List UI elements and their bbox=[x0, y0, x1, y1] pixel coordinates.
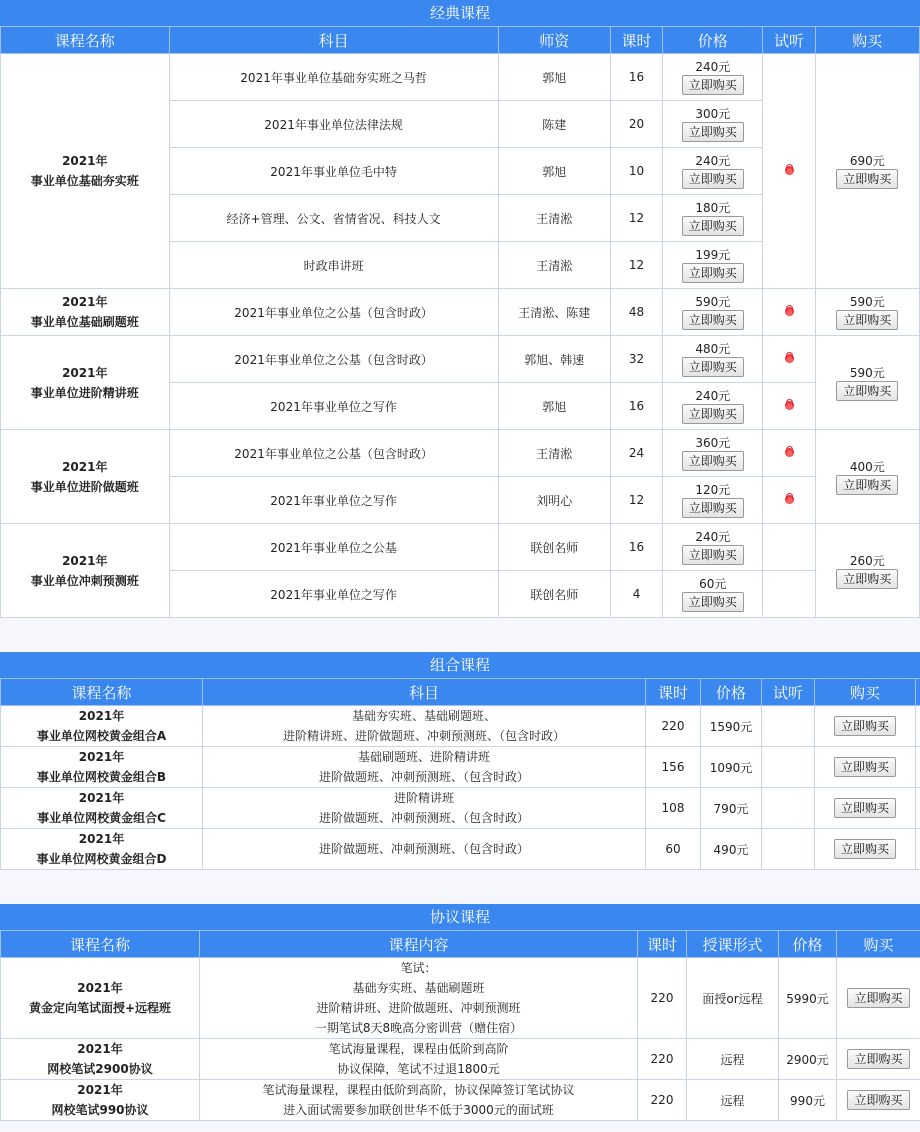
price-value: 240元 bbox=[695, 530, 731, 544]
price-cell bbox=[663, 430, 763, 477]
buy-cell bbox=[815, 747, 916, 788]
format-cell: 远程 bbox=[687, 1039, 779, 1080]
agreement-courses-title: 协议课程 bbox=[0, 904, 920, 930]
column-header: 购买 bbox=[815, 679, 916, 706]
price-cell: 5990元 bbox=[779, 958, 837, 1039]
price-cell bbox=[663, 289, 763, 336]
content-line: 笔试海量课程，课程由低阶到高阶，协议保障签订笔试协议 bbox=[262, 1083, 575, 1097]
subject-line: 基础刷题班、进阶精讲班 bbox=[357, 750, 490, 764]
package-price: 590元 bbox=[849, 295, 885, 309]
headphones-icon[interactable] bbox=[785, 307, 794, 316]
table-row bbox=[1, 747, 920, 788]
buy-now-button[interactable]: 立即购买 bbox=[682, 357, 744, 377]
column-header: 购买 bbox=[815, 27, 919, 54]
buy-cell bbox=[815, 706, 916, 747]
course-name-cell bbox=[1, 829, 203, 870]
headphones-icon[interactable] bbox=[785, 354, 794, 363]
hours-cell: 12 bbox=[610, 195, 662, 242]
content-cell bbox=[200, 1039, 638, 1080]
row-spacer bbox=[916, 829, 920, 870]
column-header: 试听 bbox=[762, 679, 815, 706]
course-year: 2021年 bbox=[77, 1042, 123, 1056]
content-line: 进阶精讲班、进阶做题班、冲刺预测班 bbox=[316, 1001, 521, 1015]
course-title: 网校笔试2900协议 bbox=[47, 1062, 153, 1076]
classic-courses-table bbox=[0, 26, 920, 618]
subject-line: 基础夯实班、基础刷题班、 bbox=[351, 709, 496, 723]
subject-cell: 2021年事业单位之写作 bbox=[169, 477, 498, 524]
course-name-cell bbox=[1, 430, 170, 524]
teacher-cell: 郭旭 bbox=[498, 383, 610, 430]
price-cell: 990元 bbox=[779, 1080, 837, 1121]
course-name bbox=[1, 1080, 199, 1120]
table-row bbox=[1, 788, 920, 829]
course-name-cell bbox=[1, 706, 203, 747]
package-buy-cell bbox=[815, 524, 919, 618]
hours-cell: 220 bbox=[638, 958, 687, 1039]
buy-now-button[interactable]: 立即购买 bbox=[682, 216, 744, 236]
teacher-cell: 联创名师 bbox=[498, 571, 610, 618]
subject-line: 进阶做题班、冲刺预测班、（包含时政） bbox=[318, 811, 529, 825]
course-year: 2021年 bbox=[62, 365, 108, 380]
column-header: 价格 bbox=[701, 679, 762, 706]
price-cell: 1090元 bbox=[701, 747, 762, 788]
course-name bbox=[1, 747, 202, 787]
teacher-cell: 郭旭 bbox=[498, 54, 610, 101]
teacher-cell: 刘明心 bbox=[498, 477, 610, 524]
package-buy-cell bbox=[815, 54, 919, 289]
course-name bbox=[1, 551, 169, 591]
teacher-cell: 郭旭、韩速 bbox=[498, 336, 610, 383]
package-buy-cell bbox=[815, 430, 919, 524]
hours-cell: 10 bbox=[610, 148, 662, 195]
subject-cell: 2021年事业单位毛中特 bbox=[169, 148, 498, 195]
table-row bbox=[1, 958, 920, 1039]
course-title: 事业单位网校黄金组合B bbox=[36, 770, 167, 784]
course-title: 事业单位基础刷题班 bbox=[30, 315, 139, 329]
hours-cell: 108 bbox=[646, 788, 701, 829]
hours-cell: 16 bbox=[610, 524, 662, 571]
table-row bbox=[1, 1039, 920, 1080]
row-spacer bbox=[916, 706, 920, 747]
listen-cell bbox=[763, 430, 815, 477]
combo-courses-section bbox=[0, 652, 920, 870]
price-value: 120元 bbox=[695, 483, 731, 497]
headphones-icon[interactable] bbox=[785, 448, 794, 457]
subject-line: 进阶精讲班、进阶做题班、冲刺预测班、（包含时政） bbox=[282, 729, 565, 743]
price-value: 480元 bbox=[695, 342, 731, 356]
format-cell: 面授or远程 bbox=[687, 958, 779, 1039]
package-buy-cell bbox=[815, 289, 919, 336]
column-header: 课时 bbox=[610, 27, 662, 54]
price-value: 60元 bbox=[699, 577, 727, 591]
teacher-cell: 联创名师 bbox=[498, 524, 610, 571]
course-name bbox=[1, 706, 202, 746]
course-name-cell bbox=[1, 54, 170, 289]
content-cell bbox=[200, 958, 638, 1039]
teacher-cell: 王清淞、陈建 bbox=[498, 289, 610, 336]
course-title: 事业单位进阶做题班 bbox=[30, 479, 139, 494]
column-header: 科目 bbox=[169, 27, 498, 54]
buy-now-button[interactable]: 立即购买 bbox=[834, 798, 896, 818]
buy-now-button[interactable]: 立即购买 bbox=[836, 169, 898, 189]
buy-now-button[interactable]: 立即购买 bbox=[682, 169, 744, 189]
course-name-cell bbox=[1, 958, 200, 1039]
column-header: 科目 bbox=[203, 679, 646, 706]
price-cell: 790元 bbox=[701, 788, 762, 829]
teacher-cell: 郭旭 bbox=[498, 148, 610, 195]
subject-cell: 2021年事业单位之写作 bbox=[169, 571, 498, 618]
table-row bbox=[1, 54, 920, 101]
buy-now-button[interactable]: 立即购买 bbox=[847, 1049, 909, 1069]
subject-cell bbox=[203, 747, 646, 788]
course-title: 事业单位基础夯实班 bbox=[30, 174, 139, 188]
course-name-cell bbox=[1, 1080, 200, 1121]
price-value: 590元 bbox=[695, 295, 731, 309]
subject-cell bbox=[203, 829, 646, 870]
subject-cell: 经济+管理、公文、省情省况、科技人文 bbox=[169, 195, 498, 242]
hours-cell: 156 bbox=[646, 747, 701, 788]
hours-cell: 16 bbox=[610, 383, 662, 430]
headphones-icon[interactable] bbox=[785, 401, 794, 410]
package-price: 590元 bbox=[849, 365, 885, 380]
subject-line: 进阶做题班、冲刺预测班、（包含时政） bbox=[318, 842, 529, 856]
table-row bbox=[1, 336, 920, 383]
content-line: 进入面试需要参加联创世华不低于3000元的面试班 bbox=[283, 1103, 554, 1117]
listen-cell bbox=[763, 336, 815, 383]
course-name bbox=[1, 829, 202, 869]
price-cell bbox=[663, 336, 763, 383]
buy-now-button[interactable]: 立即购买 bbox=[682, 545, 744, 565]
subject-cell: 2021年事业单位之公基（包含时政） bbox=[169, 289, 498, 336]
subject-cell bbox=[203, 706, 646, 747]
subject-cell: 2021年事业单位之公基（包含时政） bbox=[169, 430, 498, 477]
teacher-cell: 王清淞 bbox=[498, 430, 610, 477]
course-title: 事业单位冲刺预测班 bbox=[30, 573, 139, 588]
subject-cell: 时政串讲班 bbox=[169, 242, 498, 289]
buy-now-button[interactable]: 立即购买 bbox=[682, 310, 744, 330]
course-name bbox=[1, 1039, 199, 1079]
buy-now-button[interactable]: 立即购买 bbox=[836, 310, 898, 330]
agreement-courses-section bbox=[0, 904, 920, 1121]
column-header: 试听 bbox=[763, 27, 815, 54]
package-price: 690元 bbox=[849, 154, 885, 168]
price-cell bbox=[663, 524, 763, 571]
buy-now-button[interactable]: 立即购买 bbox=[834, 757, 896, 777]
buy-now-button[interactable]: 立即购买 bbox=[682, 122, 744, 142]
headphones-icon[interactable] bbox=[785, 495, 794, 504]
column-header: 购买 bbox=[837, 931, 920, 958]
buy-cell bbox=[837, 1080, 920, 1121]
headphones-icon[interactable] bbox=[785, 166, 794, 175]
table-row bbox=[1, 706, 920, 747]
column-header: 课程名称 bbox=[1, 931, 200, 958]
price-cell: 2900元 bbox=[779, 1039, 837, 1080]
course-year: 2021年 bbox=[78, 709, 125, 723]
price-value: 240元 bbox=[695, 389, 731, 403]
subject-cell: 2021年事业单位之写作 bbox=[169, 383, 498, 430]
classic-courses-title: 经典课程 bbox=[0, 0, 920, 26]
course-name bbox=[1, 151, 169, 191]
table-row bbox=[1, 829, 920, 870]
course-title: 事业单位网校黄金组合A bbox=[36, 729, 167, 743]
hours-cell: 12 bbox=[610, 242, 662, 289]
course-year: 2021年 bbox=[77, 1083, 123, 1097]
content-line: 笔试： bbox=[400, 961, 437, 975]
course-name bbox=[1, 457, 169, 497]
listen-cell bbox=[762, 747, 815, 788]
buy-now-button[interactable]: 立即购买 bbox=[847, 1090, 909, 1110]
course-name-cell bbox=[1, 1039, 200, 1080]
combo-courses-title: 组合课程 bbox=[0, 652, 920, 678]
table-row bbox=[1, 1080, 920, 1121]
buy-cell bbox=[815, 829, 916, 870]
buy-now-button[interactable]: 立即购买 bbox=[836, 569, 898, 589]
subject-cell: 2021年事业单位基础夯实班之马哲 bbox=[169, 54, 498, 101]
buy-now-button[interactable]: 立即购买 bbox=[682, 498, 744, 518]
price-cell bbox=[663, 571, 763, 618]
content-line: 一期笔试8天8晚高分密训营（赠住宿） bbox=[314, 1021, 523, 1035]
price-cell: 1590元 bbox=[701, 706, 762, 747]
course-name-cell bbox=[1, 747, 203, 788]
content-line: 协议保障，笔试不过退1800元 bbox=[337, 1062, 500, 1076]
course-year: 2021年 bbox=[78, 750, 125, 764]
course-year: 2021年 bbox=[62, 553, 108, 568]
subject-line: 进阶精讲班 bbox=[393, 791, 454, 805]
subject-cell: 2021年事业单位之公基 bbox=[169, 524, 498, 571]
price-cell bbox=[663, 195, 763, 242]
price-value: 360元 bbox=[695, 436, 731, 450]
buy-now-button[interactable]: 立即购买 bbox=[682, 75, 744, 95]
package-buy-cell bbox=[815, 336, 919, 430]
hours-cell: 12 bbox=[610, 477, 662, 524]
buy-now-button[interactable]: 立即购买 bbox=[682, 263, 744, 283]
column-header: 师资 bbox=[498, 27, 610, 54]
listen-cell bbox=[762, 788, 815, 829]
course-year: 2021年 bbox=[62, 459, 108, 474]
course-name-cell bbox=[1, 788, 203, 829]
column-header: 课时 bbox=[646, 679, 701, 706]
hours-cell: 32 bbox=[610, 336, 662, 383]
teacher-cell: 王清淞 bbox=[498, 195, 610, 242]
buy-now-button[interactable]: 立即购买 bbox=[836, 475, 898, 495]
price-cell bbox=[663, 383, 763, 430]
hours-cell: 60 bbox=[646, 829, 701, 870]
course-year: 2021年 bbox=[78, 791, 125, 805]
price-cell bbox=[663, 242, 763, 289]
content-cell bbox=[200, 1080, 638, 1121]
listen-cell bbox=[762, 706, 815, 747]
combo-courses-table bbox=[0, 678, 920, 870]
teacher-cell: 王清淞 bbox=[498, 242, 610, 289]
course-name bbox=[1, 363, 169, 403]
course-name-cell bbox=[1, 336, 170, 430]
buy-cell bbox=[837, 958, 920, 1039]
agreement-courses-table bbox=[0, 930, 920, 1121]
buy-now-button[interactable]: 立即购买 bbox=[834, 716, 896, 736]
listen-cell bbox=[762, 829, 815, 870]
price-cell: 490元 bbox=[701, 829, 762, 870]
buy-now-button[interactable]: 立即购买 bbox=[682, 592, 744, 612]
buy-now-button[interactable]: 立即购买 bbox=[682, 451, 744, 471]
price-cell bbox=[663, 477, 763, 524]
column-header: 授课形式 bbox=[687, 931, 779, 958]
package-price: 400元 bbox=[849, 459, 885, 474]
buy-cell bbox=[815, 788, 916, 829]
course-name bbox=[1, 788, 202, 828]
course-year: 2021年 bbox=[62, 154, 108, 168]
course-year: 2021年 bbox=[78, 832, 125, 846]
price-value: 240元 bbox=[695, 60, 731, 74]
section-gap bbox=[0, 618, 920, 652]
teacher-cell: 陈建 bbox=[498, 101, 610, 148]
listen-cell bbox=[763, 524, 815, 571]
column-header: 课程内容 bbox=[200, 931, 638, 958]
hours-cell: 20 bbox=[610, 101, 662, 148]
price-value: 199元 bbox=[695, 248, 731, 262]
price-value: 300元 bbox=[695, 107, 731, 121]
column-header: 课程名称 bbox=[1, 679, 203, 706]
package-price: 260元 bbox=[849, 553, 885, 568]
hours-cell: 48 bbox=[610, 289, 662, 336]
listen-cell bbox=[763, 54, 815, 289]
hours-cell: 24 bbox=[610, 430, 662, 477]
subject-line: 进阶做题班、冲刺预测班、（包含时政） bbox=[318, 770, 529, 784]
listen-cell bbox=[763, 383, 815, 430]
course-year: 2021年 bbox=[62, 295, 108, 309]
buy-now-button[interactable]: 立即购买 bbox=[834, 839, 896, 859]
column-header: 价格 bbox=[663, 27, 763, 54]
hours-cell: 4 bbox=[610, 571, 662, 618]
column-header: 价格 bbox=[779, 931, 837, 958]
buy-cell bbox=[837, 1039, 920, 1080]
row-spacer bbox=[916, 747, 920, 788]
listen-cell bbox=[763, 289, 815, 336]
course-title: 事业单位网校黄金组合C bbox=[37, 811, 166, 825]
table-row bbox=[1, 524, 920, 571]
row-spacer bbox=[916, 788, 920, 829]
hours-cell: 220 bbox=[638, 1039, 687, 1080]
course-name-cell bbox=[1, 289, 170, 336]
format-cell: 远程 bbox=[687, 1080, 779, 1121]
listen-cell bbox=[763, 571, 815, 618]
price-value: 180元 bbox=[695, 201, 731, 215]
subject-cell: 2021年事业单位法律法规 bbox=[169, 101, 498, 148]
subject-cell bbox=[203, 788, 646, 829]
price-cell bbox=[663, 54, 763, 101]
course-year: 2021年 bbox=[77, 981, 123, 995]
course-name bbox=[1, 292, 169, 332]
course-name-cell bbox=[1, 524, 170, 618]
hours-cell: 220 bbox=[646, 706, 701, 747]
listen-cell bbox=[763, 477, 815, 524]
buy-now-button[interactable]: 立即购买 bbox=[836, 381, 898, 401]
table-row bbox=[1, 430, 920, 477]
course-title: 事业单位网校黄金组合D bbox=[36, 852, 167, 866]
hours-cell: 16 bbox=[610, 54, 662, 101]
column-header: 课程名称 bbox=[1, 27, 170, 54]
course-title: 网校笔试990协议 bbox=[51, 1103, 149, 1117]
price-cell bbox=[663, 148, 763, 195]
content-line: 笔试海量课程，课程由低阶到高阶 bbox=[328, 1042, 509, 1056]
course-title: 事业单位进阶精讲班 bbox=[30, 385, 139, 400]
column-header-spacer bbox=[916, 679, 920, 706]
course-name bbox=[1, 978, 199, 1018]
hours-cell: 220 bbox=[638, 1080, 687, 1121]
course-title: 黄金定向笔试面授+远程班 bbox=[28, 1001, 172, 1015]
buy-now-button[interactable]: 立即购买 bbox=[682, 404, 744, 424]
price-value: 240元 bbox=[695, 154, 731, 168]
buy-now-button[interactable]: 立即购买 bbox=[847, 988, 909, 1008]
price-cell bbox=[663, 101, 763, 148]
subject-cell: 2021年事业单位之公基（包含时政） bbox=[169, 336, 498, 383]
section-gap bbox=[0, 870, 920, 904]
content-line: 基础夯实班、基础刷题班 bbox=[352, 981, 485, 995]
table-row bbox=[1, 289, 920, 336]
column-header: 课时 bbox=[638, 931, 687, 958]
